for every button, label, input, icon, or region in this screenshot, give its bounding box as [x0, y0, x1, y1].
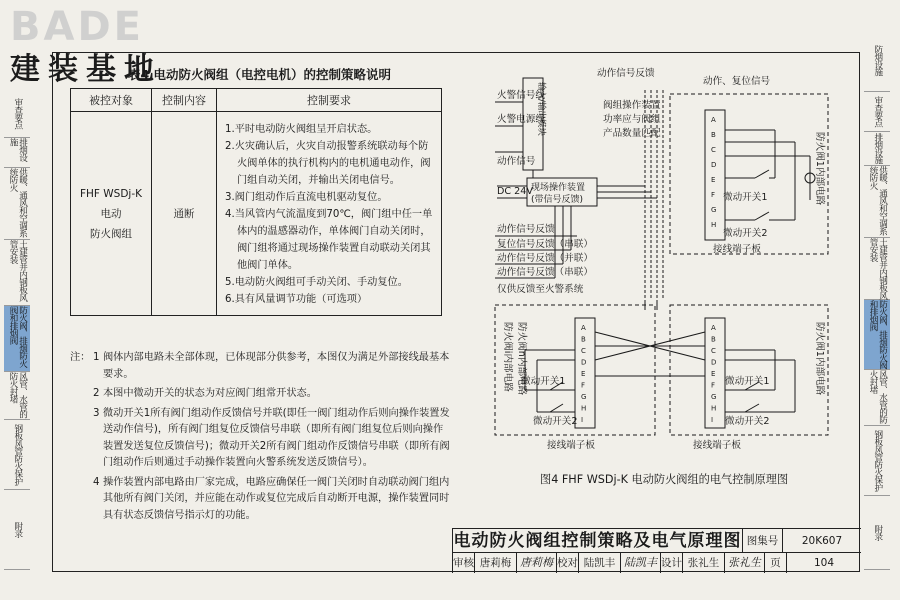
section-tab-label: 土建管井内钢板风管安装: [868, 238, 888, 299]
note-number: 2: [93, 388, 100, 399]
terminal-letter: F: [711, 191, 716, 199]
terminal-letter: B: [711, 131, 716, 139]
valvei-circuit-label: 防火阀i内部电路: [502, 322, 513, 392]
section-tab[interactable]: [4, 420, 30, 490]
note-text: 微动开关1所有阀门组动作反馈信号并联(即任一阀门组动作后则向操作装置发送动作信号)，所有阀门组复位反馈信号串联（即所有阀门组复位后则向操作装置发送复位反馈信号)；微动开关2所有阀门组动作反馈信号串联（即所有阀门组动作后则通过手动操作装置向火警系统发送反馈信号）。: [103, 407, 450, 468]
note-item: [70, 406, 450, 472]
requirement-item: 5.电动防火阀组可手动关闭、手动复位。: [225, 277, 408, 288]
object-line-type: 电动: [100, 207, 122, 220]
section-tab-label: 防火阀、排烟防火阀和排烟阀: [8, 306, 28, 367]
terminal-letter: F: [711, 381, 716, 390]
page-number: 104: [813, 557, 835, 569]
terminal-letter: G: [581, 393, 587, 401]
section-tab-label: 排烟设施: [872, 133, 883, 164]
section-tab[interactable]: [4, 306, 30, 372]
valven-terminal-label: 接线端子板: [693, 440, 741, 451]
note-item: [70, 475, 450, 525]
valven-circuit-label-left: 防火阀n内部电路: [516, 322, 527, 396]
valve1-switch1-label: 微动开关1: [723, 192, 768, 203]
section-tab[interactable]: [4, 372, 30, 420]
designer-signature: 张礼生: [725, 553, 765, 573]
terminal-letter: B: [711, 335, 716, 344]
feedback-to-alarm-label: 仅供反馈至火警系统: [497, 284, 584, 295]
sheet-title: 电动防火阀组控制策略及电气原理图: [453, 531, 742, 551]
terminal-letter: B: [581, 335, 586, 344]
section-tab[interactable]: [864, 132, 890, 166]
terminal-letter: C: [711, 347, 716, 355]
section-tab-label: 附录: [12, 521, 23, 538]
section-tab-label: 供暖、通风和空调系统防火: [8, 168, 28, 237]
logo-chinese: 建装基地: [10, 52, 162, 87]
figure-caption: 图4 FHF WSDj-K 电动防火阀组的电气控制原理图: [540, 473, 789, 486]
requirement-item: 2.火灾确认后，火灾自动报警系统联动每个防火阀单体的执行机构内的电机通电动作，阀门组自动关闭，并输出关闭电信号。: [225, 141, 431, 186]
review-label: 审核: [453, 553, 475, 573]
terminal-letter: E: [711, 370, 716, 378]
section-tab-label: 审查要点: [12, 98, 23, 129]
section-tab[interactable]: [864, 92, 890, 132]
notes-section: [70, 350, 450, 527]
section-tab-label: 附录: [872, 524, 883, 541]
section-tab[interactable]: [4, 138, 30, 168]
section-tab-label: 土建管井内钢板风管安装: [8, 240, 28, 301]
table-title: 表4 电动防火阀组（电控电机）的控制策略说明: [128, 67, 392, 82]
reviewer-name: 唐莉梅: [475, 553, 517, 573]
section-tab[interactable]: [864, 370, 890, 426]
valven-terminal-letters: [711, 324, 716, 424]
checker-signature: 陆凯丰: [621, 553, 661, 573]
note-item: [70, 386, 450, 403]
action-signal-fb-top: 动作信号反馈: [597, 68, 655, 79]
valven-switch1-label: 微动开关1: [725, 376, 770, 387]
designer-name: 张礼生: [683, 553, 725, 573]
section-tab-label: 钢板风管防火保护: [12, 424, 23, 485]
valvei-switch2-label: 微动开关2: [533, 416, 578, 427]
section-tab[interactable]: [864, 30, 890, 92]
electrical-diagram: [455, 60, 855, 490]
section-tab-label: 审查要点: [872, 96, 883, 127]
object-line-model: FHF WSDj-K: [79, 187, 143, 200]
reset-fb-series-label: 复位信号反馈（串联）: [497, 239, 593, 250]
header-object: 被控对象: [71, 89, 152, 112]
note-number: 1: [93, 352, 100, 363]
interlock-note-1: 阀组操作装置: [603, 100, 661, 111]
requirement-item: 1.平时电动防火阀组呈开启状态。: [225, 124, 378, 135]
terminal-letter: D: [711, 358, 717, 367]
object-line-name: 防火阀组: [90, 227, 132, 240]
io-module-label: 输入/输出模块: [536, 82, 546, 136]
valvei-switch1-label: 微动开关1: [521, 376, 566, 387]
terminal-letter: D: [711, 161, 717, 169]
note-item: [70, 350, 450, 383]
terminal-letter: H: [581, 404, 587, 413]
section-tab[interactable]: [864, 496, 890, 570]
note-text: 本图中微动开关的状态为对应阀门组常开状态。: [103, 388, 317, 399]
terminal-letter: A: [711, 116, 716, 124]
terminal-letter: I: [581, 416, 584, 424]
note-number: 3: [93, 407, 100, 419]
terminal-letter: C: [581, 347, 586, 355]
requirement-item: 6.具有风量调节功能（可选项）: [225, 294, 368, 305]
action-fb-series-label: 动作信号反馈（串联）: [497, 267, 593, 278]
section-tab[interactable]: [864, 300, 890, 370]
section-tab[interactable]: [4, 490, 30, 570]
action-signal-label: 动作信号: [497, 156, 536, 167]
valve1-terminal-letters: [711, 116, 716, 229]
terminal-letter: H: [711, 404, 717, 413]
dc-label: DC 24V: [497, 186, 533, 197]
section-tab-label: 风管、水管的防火封堵: [8, 372, 28, 418]
valvei-terminal-letters: [581, 324, 586, 424]
valven-switch2-label: 微动开关2: [725, 416, 770, 427]
section-tab-label: 防烟设施: [872, 45, 883, 76]
section-tab[interactable]: [4, 168, 30, 240]
terminal-letter: A: [711, 324, 716, 332]
section-tab[interactable]: [4, 90, 30, 138]
interlock-note-3: 产品数量匹配: [603, 128, 661, 139]
section-tab-label: 钢板风管防火保护: [872, 430, 883, 491]
terminal-letter: I: [711, 416, 714, 424]
terminal-letter: A: [581, 324, 586, 332]
section-tab[interactable]: [4, 240, 30, 306]
atlas-label: 图集号: [743, 529, 783, 553]
logo-english: BADE: [10, 4, 144, 50]
checker-name: 陆凯丰: [579, 553, 621, 573]
notes-label: 注：: [70, 352, 91, 363]
section-tab[interactable]: [864, 426, 890, 496]
terminal-letter: D: [581, 358, 587, 367]
control-strategy-table: [70, 88, 442, 316]
section-tab[interactable]: [864, 166, 890, 238]
note-number: 4: [93, 476, 100, 488]
cell-object: [71, 112, 152, 316]
requirement-item: 4.当风管内气流温度到70℃，阀门组中任一单体内的温感器动作，单体阀门自动关闭时，阀门组将通过现场操作装置自动联动关闭其他阀门单体。: [225, 209, 433, 271]
terminal-letter: H: [711, 221, 717, 229]
action-fb-parallel-label: 动作信号反馈（并联）: [497, 253, 593, 264]
atlas-number: 20K607: [783, 529, 861, 553]
terminal-letter: E: [711, 176, 716, 184]
section-tab[interactable]: [864, 238, 890, 300]
cell-requirements: [217, 112, 442, 316]
terminal-letter: G: [711, 393, 717, 401]
requirement-item: 3.阀门组动作后直流电机驱动复位。: [225, 192, 388, 203]
section-tab-label: 供暖、通风和空调系统防火: [868, 166, 888, 235]
action-feedback-label: 动作信号反馈: [497, 224, 555, 235]
fire-alarm-signal-label: 火警信号线: [497, 90, 545, 101]
field-device-label-1: 现场操作装置: [531, 183, 586, 193]
action-reset-signal-label: 动作、复位信号: [703, 76, 771, 87]
terminal-letter: E: [581, 370, 586, 378]
terminal-letter: G: [711, 206, 717, 214]
terminal-letter: F: [581, 381, 586, 390]
note-text: 操作装置内部电路由厂家完成，电路应确保任一阀门关闭时自动联动阀门组内其他所有阀门关闭，并应能在动作或复位完成后自动断开电源，操作装置同时具有状态反馈信号指示灯的功能。: [103, 476, 450, 521]
reviewer-signature: 唐莉梅: [517, 553, 557, 573]
field-device-label-2: (带信号反馈): [531, 195, 584, 205]
valve1-circuit-label-right: 防火阀1内部电路: [814, 322, 825, 396]
valve1-circuit-label: 防火阀1内部电路: [814, 132, 825, 206]
section-tab-label: 排烟设施: [8, 138, 28, 161]
note-text: 阀体内部电路未全部体现，已体现部分供参考，本图仅为满足外部接线最基本要求。: [103, 352, 450, 380]
valve1-terminal-label: 接线端子板: [713, 244, 761, 255]
check-label: 校对: [557, 553, 579, 573]
title-block: [452, 528, 861, 573]
fire-alarm-power-label: 火警电源线: [497, 114, 545, 125]
cell-content: 通断: [152, 112, 217, 316]
design-label: 设计: [661, 553, 683, 573]
interlock-note-2: 功率应与阀组: [603, 114, 661, 125]
section-tab-label: 风管、水管的防火封堵: [868, 370, 888, 424]
terminal-letter: C: [711, 146, 716, 154]
section-tab-label: 防火阀、排烟防火阀和排烟阀: [868, 300, 888, 369]
table-row: [71, 112, 442, 316]
header-requirements: 控制要求: [217, 89, 442, 112]
table-header-row: [71, 89, 442, 112]
page-label: 页: [765, 553, 787, 573]
valvei-terminal-label: 接线端子板: [547, 440, 595, 451]
header-content: 控制内容: [152, 89, 217, 112]
valve1-switch2-label: 微动开关2: [723, 228, 768, 239]
